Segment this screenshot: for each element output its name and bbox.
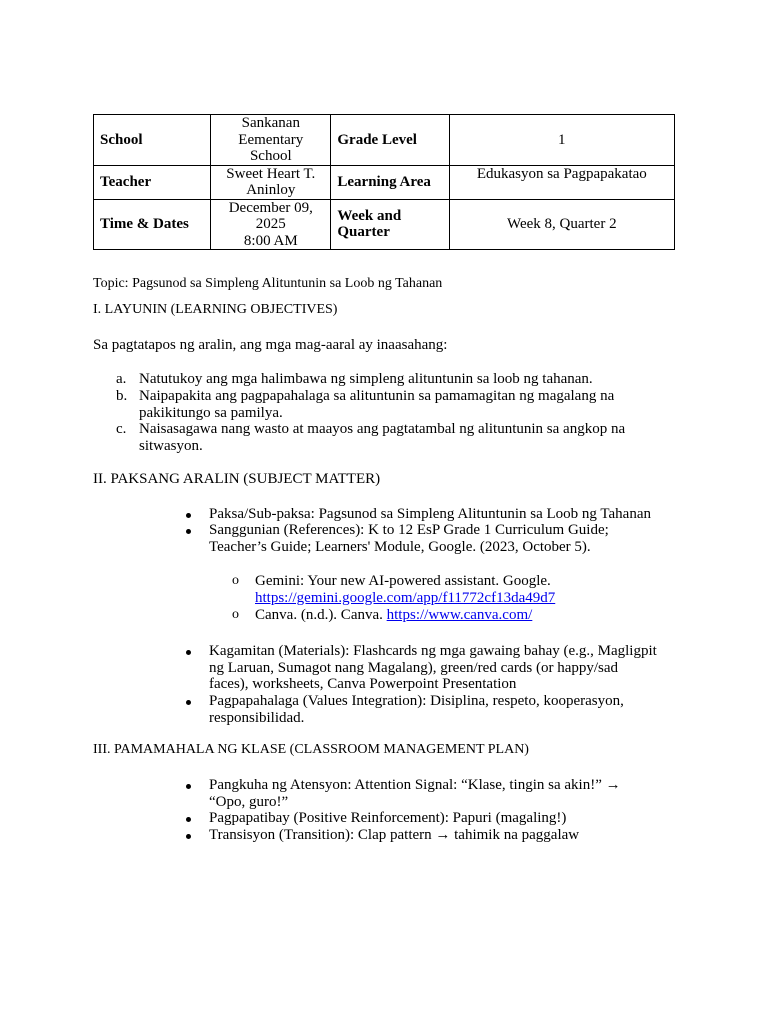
list-item-line: Teacher’s Guide; Learners' Module, Google. (2023, October 5).: [209, 538, 591, 555]
section3-heading: III. PAMAMAHALA NG KLASE (CLASSROOM MANAGEMENT PLAN): [93, 742, 529, 757]
bullet-icon: [186, 777, 191, 794]
table-row: [94, 199, 675, 250]
table-row: [94, 165, 675, 199]
list-marker: c.: [116, 421, 127, 437]
bullet-icon: [186, 810, 191, 827]
week-label: [331, 199, 449, 250]
time-value-line: 8:00 AM: [243, 232, 298, 249]
list-item-text: [139, 371, 593, 388]
list-item-text: [209, 643, 657, 693]
list-item-line: Pangkuha ng Atensyon: Attention Signal: “Klase, tingin sa akin!” →: [209, 777, 621, 793]
bullet-icon: [186, 506, 191, 523]
circle-bullet-icon: o: [232, 573, 239, 588]
list-item-line: Naisasagawa nang wasto at maayos ang pagtatambal ng alituntunin sa angkop na: [139, 421, 626, 437]
list-item-line: Sanggunian (References): K to 12 EsP Grade 1 Curriculum Guide;: [209, 522, 609, 538]
lesson-info-table: [93, 114, 675, 250]
section1-intro: Sa pagtatapos ng aralin, ang mga mag-aaral ay inaasahang:: [93, 337, 448, 353]
time-value: [211, 199, 331, 250]
week-label-line: Quarter: [337, 224, 390, 241]
list-item-line: Transisyon (Transition): Clap pattern → tahimik na paggalaw: [209, 827, 580, 843]
canva-link[interactable]: https://www.canva.com/: [386, 607, 533, 623]
area-label: Learning Area: [331, 165, 449, 199]
grade-label: Grade Level: [331, 115, 449, 166]
list-item-line: Pagpapatibay (Positive Reinforcement): Papuri (magaling!): [209, 810, 567, 826]
school-value-line: Eementary: [238, 131, 304, 148]
list-item-text: [255, 573, 555, 606]
list-item-text: [209, 693, 624, 726]
bullet-icon: [186, 522, 191, 539]
bullet-icon: [186, 827, 191, 844]
list-item-line: “Opo, guro!”: [209, 793, 289, 810]
list-item-line: Pagpapahalaga (Values Integration): Disiplina, respeto, kooperasyon,: [209, 693, 624, 709]
list-item-line: Naipapakita ang pagpapahalaga sa alituntunin sa pamamagitan ng magalang na: [139, 388, 615, 404]
grade-value: 1: [449, 115, 674, 166]
list-item-line: Kagamitan (Materials): Flashcards ng mga gawaing bahay (e.g., Magligpit: [209, 643, 657, 659]
school-value-line: School: [249, 148, 292, 164]
teacher-label: Teacher: [94, 165, 211, 199]
list-marker: a.: [116, 371, 127, 387]
teacher-value-line: Sweet Heart T.: [226, 165, 316, 182]
list-item-line: responsibilidad.: [209, 709, 305, 726]
list-item-line: ng Laruan, Sumagot nang Magalang), green/red cards (or happy/sad: [209, 659, 619, 676]
list-marker: b.: [116, 388, 128, 404]
circle-bullet-icon: o: [232, 607, 239, 622]
list-item-text: [209, 522, 609, 555]
list-item-text: [209, 810, 566, 827]
school-label: School: [94, 115, 211, 166]
list-item-line: Natutukoy ang mga halimbawa ng simpleng alituntunin sa loob ng tahanan.: [139, 371, 593, 387]
list-item-text: [209, 827, 579, 844]
week-value: Week 8, Quarter 2: [449, 199, 674, 250]
week-label-line: Week and: [337, 207, 402, 224]
reference-gemini-text: Gemini: Your new AI-powered assistant. Google.: [255, 573, 551, 589]
list-item-line: Paksa/Sub-paksa: Pagsunod sa Simpleng Alituntunin sa Loob ng Tahanan: [209, 506, 651, 522]
list-item-text: [209, 506, 651, 523]
table-row: [94, 115, 675, 166]
school-value: [211, 115, 331, 166]
list-item-line: sitwasyon.: [139, 437, 203, 454]
section2-heading: II. PAKSANG ARALIN (SUBJECT MATTER): [93, 471, 381, 487]
gemini-link[interactable]: https://gemini.google.com/app/f11772cf13da49d7: [255, 589, 556, 606]
teacher-value: [211, 165, 331, 199]
list-item-text: [139, 421, 625, 454]
bullet-icon: [186, 693, 191, 710]
school-value-line: Sankanan: [241, 115, 300, 131]
list-item-line: pakikitungo sa pamilya.: [139, 404, 283, 421]
area-value: Edukasyon sa Pagpapakatao: [449, 165, 674, 199]
time-value-line: 2025: [255, 216, 286, 232]
bullet-icon: [186, 643, 191, 660]
list-item-text: [139, 388, 614, 421]
teacher-value-line: Aninloy: [246, 182, 296, 198]
list-item-text: [255, 607, 532, 624]
list-item-line: faces), worksheets, Canva Powerpoint Presentation: [209, 676, 517, 692]
section1-heading: I. LAYUNIN (LEARNING OBJECTIVES): [93, 302, 338, 317]
time-label: Time & Dates: [94, 199, 211, 250]
time-value-line: December 09,: [228, 199, 313, 216]
list-item-text: [209, 777, 621, 810]
reference-canva-text: Canva. (n.d.). Canva.: [255, 607, 387, 623]
topic-line: Topic: Pagsunod sa Simpleng Alituntunin sa Loob ng Tahanan: [93, 276, 443, 291]
